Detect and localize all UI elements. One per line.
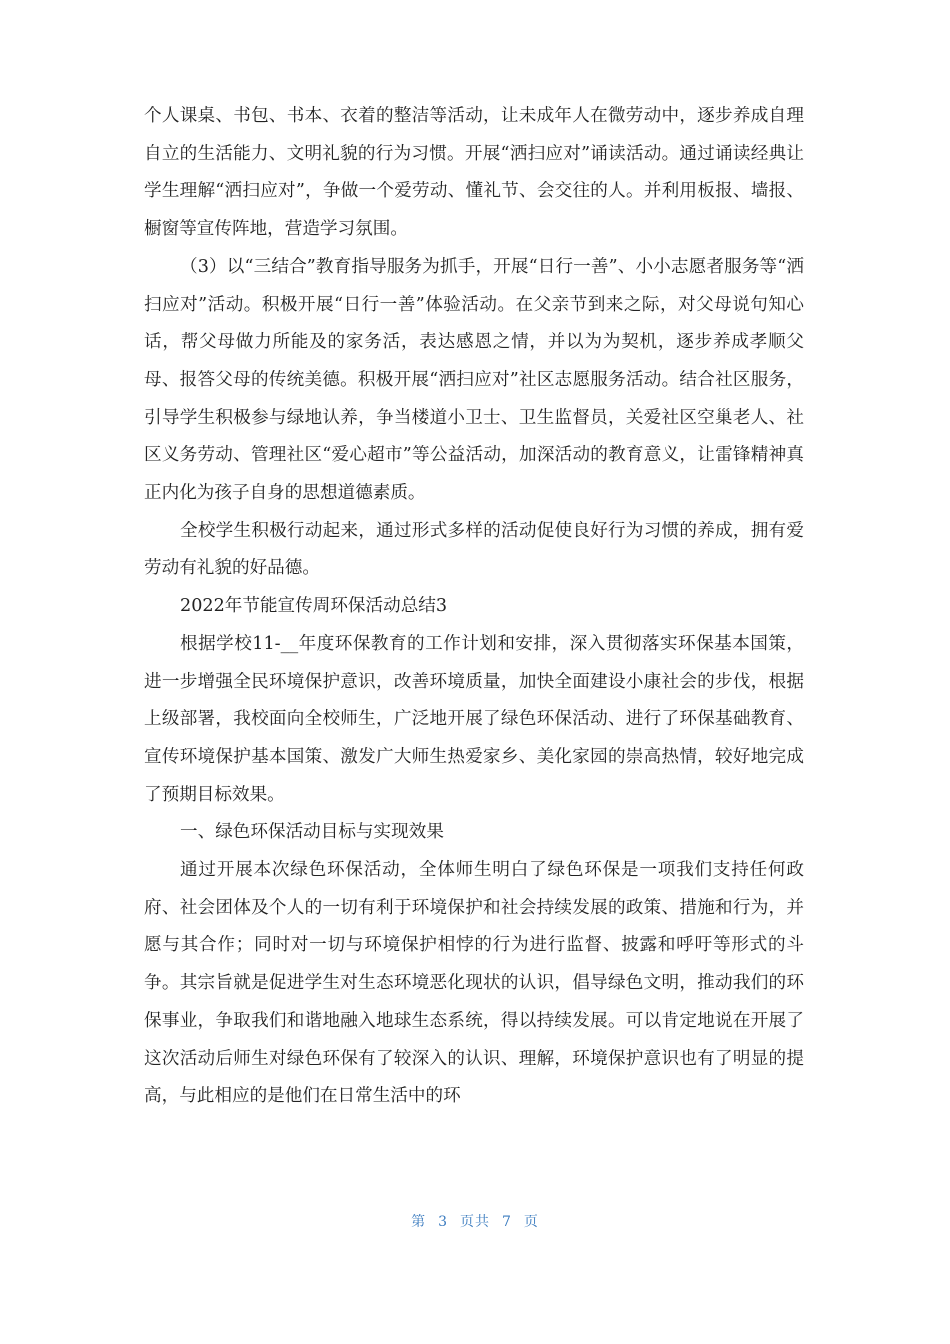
footer-label-end: 页 [523,1214,539,1230]
paragraph-4: 根据学校11-__年度环保教育的工作计划和安排，深入贯彻落实环保基本国策，进一步增强全民环境保护意识，改善环境质量，加快全面建设小康社会的步伐，根据上级部署，我校面向全校师生，广泛地开展了绿色环保活动、进行了环保基础教育、宣传环境保护基本国策、激发广大师生热爱家乡、美化家园的崇高热情，较好地完成了预期目标效果。 [144,633,804,805]
footer-label-page: 第 [411,1214,427,1230]
footer-total-pages: 7 [502,1214,512,1230]
section-heading-3: 2022年节能宣传周环保活动总结3 [180,596,448,617]
subsection-heading-1: 一、绿色环保活动目标与实现效果 [180,822,444,843]
paragraph-1: 个人课桌、书包、书本、衣着的整洁等活动，让未成年人在微劳动中，逐步养成自理自立的生活能力、文明礼貌的行为习惯。开展“洒扫应对”诵读活动。通过诵读经典让学生理解“洒扫应对”，争做一个爱劳动、懂礼节、会交往的人。并利用板报、墙报、橱窗等宣传阵地，营造学习氛围。 [144,106,804,240]
footer-label-of: 页共 [460,1214,490,1230]
paragraph-5: 通过开展本次绿色环保活动，全体师生明白了绿色环保是一项我们支持任何政府、社会团体及个人的一切有利于环境保护和社会持续发展的政策、措施和行为，并愿与其合作；同时对一切与环境保护相悖的行为进行监督、披露和呼吁等形式的斗争。其宗旨就是促进学生对生态环境恶化现状的认识，倡导绿色文明，推动我们的环保事业，争取我们和谐地融入地球生态系统，得以持续发展。可以肯定地说在开展了这次活动后师生对绿色环保有了较深入的认识、理解，环境保护意识也有了明显的提高，与此相应的是他们在日常生活中的环 [144,860,804,1107]
document-body [144,98,804,1116]
page-footer [0,1211,950,1231]
paragraph-3: 全校学生积极行动起来，通过形式多样的活动促使良好行为习惯的养成，拥有爱劳动有礼貌的好品德。 [144,520,804,579]
paragraph-2: （3）以“三结合”教育指导服务为抓手，开展“日行一善”、小小志愿者服务等“洒扫应对”活动。积极开展“日行一善”体验活动。在父亲节到来之际，对父母说句知心话，帮父母做力所能及的家务活，表达感恩之情，并以为为契机，逐步养成孝顺父母、报答父母的传统美德。积极开展“洒扫应对”社区志愿服务活动。结合社区服务，引导学生积极参与绿地认养，争当楼道小卫士、卫生监督员，关爱社区空巢老人、社区义务劳动、管理社区“爱心超市”等公益活动，加深活动的教育意义，让雷锋精神真正内化为孩子自身的思想道德素质。 [144,256,804,504]
footer-current-page: 3 [438,1214,448,1230]
